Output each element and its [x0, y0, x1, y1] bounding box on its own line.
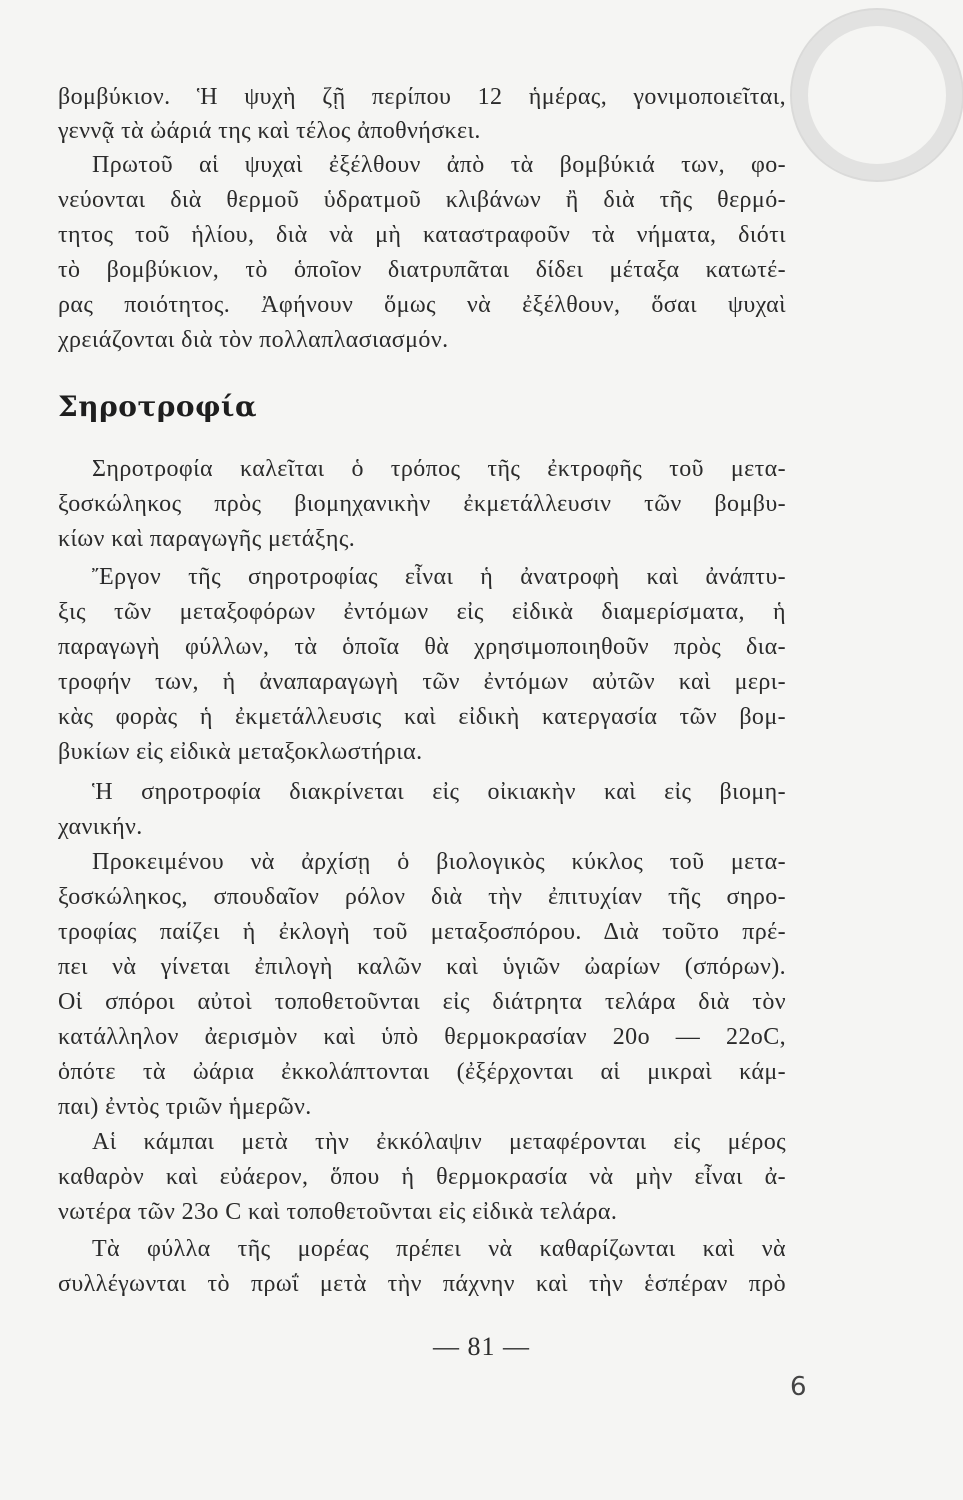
library-stamp	[790, 8, 963, 182]
text-line: Προκειμένου νὰ ἀρχίσῃ ὁ βιολογικὸς κύκλος τοῦ μετα-	[92, 849, 786, 875]
text-line: καθαρὸν καὶ εὐάερον, ὅπου ἡ θερμοκρασία νὰ μὴν εἶναι ἀ-	[58, 1164, 786, 1190]
section-heading: Σηροτροφία	[58, 390, 258, 423]
text-line: χανικήν.	[58, 814, 143, 840]
page-number: — 81 —	[433, 1332, 530, 1361]
text-line: ξοσκώληκος πρὸς βιομηχανικὴν ἐκμετάλλευσιν τῶν βομβυ-	[58, 491, 786, 517]
corner-mark: 6	[790, 1372, 807, 1402]
text-line: τὸ βομβύκιον, τὸ ὁποῖον διατρυπᾶται δίδει μέταξα κατωτέ-	[58, 257, 786, 283]
text-line: πει νὰ γίνεται ἐπιλογὴ καλῶν καὶ ὑγιῶν ὠαρίων (σπόρων).	[58, 954, 786, 980]
text-line: συλλέγωνται τὸ πρωΐ μετὰ τὴν πάχνην καὶ τὴν ἑσπέραν πρὸ	[58, 1271, 786, 1297]
text-line: παι) ἐντὸς τριῶν ἡμερῶν.	[58, 1094, 312, 1120]
text-line: τροφίας παίζει ἡ ἐκλογὴ τοῦ μεταξοσπόρου. Διὰ τοῦτο πρέ-	[58, 919, 786, 945]
text-line: κίων καὶ παραγωγῆς μετάξης.	[58, 526, 356, 552]
text-line: Ἔργον τῆς σηροτροφίας εἶναι ἡ ἀνατροφὴ καὶ ἀνάπτυ-	[92, 564, 786, 590]
text-line: Σηροτροφία καλεῖται ὁ τρόπος τῆς ἐκτροφῆς τοῦ μετα-	[92, 456, 786, 482]
text-line: Αἱ κάμπαι μετὰ τὴν ἐκκόλαψιν μεταφέρονται εἰς μέρος	[92, 1129, 786, 1155]
text-line: νωτέρα τῶν 23ο C καὶ τοποθετοῦνται εἰς εἰδικὰ τελάρα.	[58, 1199, 618, 1225]
text-line: χρειάζονται διὰ τὸν πολλαπλασιασμόν.	[58, 327, 449, 353]
text-line: ὁπότε τὰ ὠάρια ἐκκολάπτονται (ἐξέρχονται αἱ μικραὶ κάμ-	[58, 1059, 786, 1085]
text-line: Τὰ φύλλα τῆς μορέας πρέπει νὰ καθαρίζωνται καὶ νὰ	[92, 1236, 786, 1262]
text-line: τροφήν των, ἡ ἀναπαραγωγὴ τῶν ἐντόμων αὐτῶν καὶ μερι-	[58, 669, 786, 695]
text-line: Ἡ σηροτροφία διακρίνεται εἰς οἰκιακὴν καὶ εἰς βιομη-	[92, 779, 786, 805]
text-line: κὰς φορὰς ἡ ἐκμετάλλευσις καὶ εἰδικὴ κατεργασία τῶν βομ-	[58, 704, 786, 730]
text-line: γεννᾷ τὰ ὠάριά της καὶ τέλος ἀποθνήσκει.	[58, 118, 481, 144]
text-line: βομβύκιον. Ἡ ψυχὴ ζῇ περίπου 12 ἡμέρας, γονιμοποιεῖται,	[58, 84, 786, 110]
text-line: ξις τῶν μεταξοφόρων ἐντόμων εἰς εἰδικὰ διαμερίσματα, ἡ	[58, 599, 786, 625]
text-line: Οἱ σπόροι αὐτοὶ τοποθετοῦνται εἰς διάτρητα τελάρα διὰ τὸν	[58, 989, 786, 1015]
text-line: παραγωγὴ φύλλων, τὰ ὁποῖα θὰ χρησιμοποιηθοῦν πρὸς δια-	[58, 634, 786, 660]
text-line: κατάλληλον ἀερισμὸν καὶ ὑπὸ θερμοκρασίαν 20ο — 22οC,	[58, 1024, 786, 1050]
text-line: ξοσκώληκος, σπουδαῖον ρόλον διὰ τὴν ἐπιτυχίαν τῆς σηρο-	[58, 884, 786, 910]
text-line: νεύονται διὰ θερμοῦ ὑδρατμοῦ κλιβάνων ἢ διὰ τῆς θερμό-	[58, 187, 786, 213]
text-line: Πρωτοῦ αἱ ψυχαὶ ἐξέλθουν ἀπὸ τὰ βομβύκιά των, φο-	[92, 152, 786, 178]
text-line: ρας ποιότητος. Ἀφήνουν ὅμως νὰ ἐξέλθουν, ὅσαι ψυχαὶ	[58, 292, 786, 318]
text-line: βυκίων εἰς εἰδικὰ μεταξοκλωστήρια.	[58, 739, 423, 765]
text-line: τητος τοῦ ἡλίου, διὰ νὰ μὴ καταστραφοῦν τὰ νήματα, διότι	[58, 222, 786, 248]
